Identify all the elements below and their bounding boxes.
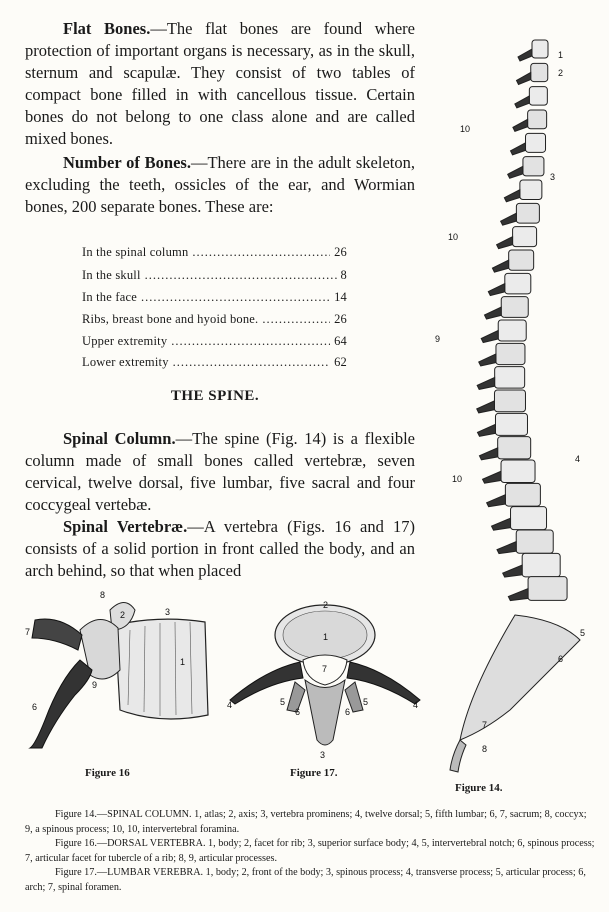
spinous-process [492, 260, 508, 272]
spinous-process [513, 119, 528, 131]
row-value: 26 [334, 312, 347, 326]
vertebra-body [526, 133, 546, 152]
spinous-process [518, 49, 532, 61]
sacrum [460, 615, 580, 740]
figure-14-number: 10 [460, 124, 471, 134]
figure-14-number: 3 [550, 172, 556, 182]
caption-figure-14: Figure 14.—SPINAL COLUMN. 1, atlas; 2, axis; 3, vertebra prominens; 4, twelve dorsal; 5, fifth lumbar; 6, 7, sacrum; 8, coccyx; 9, a spinous process; 10, 10, intervertebral foramina. [25, 809, 587, 835]
spinous-process [511, 143, 526, 155]
figure-14-number: 8 [482, 744, 488, 754]
spinous-process [504, 190, 520, 202]
table-row [82, 268, 347, 283]
spinal-column-text: —The spine (Fig. 14) is a flexible column made of small bones called vertebræ, seven cervical, twelve dorsal, five lumbar, five sacral and four coccygeal vertebæ. [25, 429, 415, 514]
spinous-process [477, 377, 495, 389]
spinal-vertebrae-heading: Spinal Vertebræ. [63, 517, 188, 536]
coccyx [450, 740, 466, 772]
figure-17-number: 5 [280, 697, 286, 707]
figure-16-number: 6 [32, 702, 38, 712]
spinous-process [481, 331, 498, 343]
table-row [82, 355, 347, 370]
flat-bones-heading: Flat Bones. [63, 19, 151, 38]
vertebra-body [498, 320, 526, 341]
spinous-process [484, 307, 501, 319]
figure-14-number: 6 [558, 654, 564, 664]
figure-17-label: Figure 17. [290, 767, 338, 779]
spinous-process [479, 448, 497, 460]
figure-17-number: 4 [227, 700, 233, 710]
vertebra-body [501, 460, 535, 483]
table-row [82, 245, 347, 260]
spinous-process [503, 565, 523, 577]
figure-17-number: 3 [320, 750, 326, 760]
spinous-process [483, 471, 502, 483]
figure-16-number: 1 [180, 657, 186, 667]
figure-14-number: 7 [482, 720, 488, 730]
spinous-process [477, 401, 495, 413]
figure-16-label: Figure 16 [85, 767, 130, 779]
vertebra-body [529, 87, 547, 106]
vertebra-body [522, 553, 560, 577]
spinous-process [488, 284, 505, 296]
figure-16-number: 2 [120, 610, 126, 620]
vertebra-body [528, 577, 567, 601]
figure-17-number: 6 [345, 707, 351, 717]
vertebra-body [495, 413, 527, 435]
figure-14-number: 2 [558, 68, 564, 78]
figure-16-number: 8 [100, 590, 106, 600]
figure-14-number: 5 [580, 628, 586, 638]
spinous-process [492, 518, 511, 530]
figure-16-number: 7 [25, 627, 31, 637]
table-row [82, 312, 347, 327]
number-of-bones-text: —There are in the adult skeleton, excluding the teeth, ossicles of the ear, and Wormian bones, 200 separate bones. These are: [25, 153, 415, 216]
figure-14-number: 9 [435, 334, 441, 344]
spinal-column-heading: Spinal Column. [63, 429, 176, 448]
vertebra-body [513, 227, 537, 247]
vertebra-body [531, 63, 548, 81]
number-of-bones-heading: Number of Bones. [63, 153, 191, 172]
spinous-process [497, 237, 513, 249]
figure-14-label: Figure 14. [455, 782, 503, 794]
figure-16-number: 9 [92, 680, 98, 690]
flat-bones-paragraph [25, 18, 415, 150]
row-label: Lower extremity [82, 355, 169, 369]
row-value: 26 [334, 245, 347, 259]
row-label: Ribs, breast bone and hyoid bone. [82, 312, 259, 326]
spinal-vertebrae-text: —A vertebra (Figs. 16 and 17) consists of a solid portion in front called the body, and an arch behind, so that when placed [25, 517, 415, 580]
vertebra-body [495, 367, 525, 389]
row-label: In the spinal column [82, 245, 189, 259]
figure-14-number: 4 [575, 454, 581, 464]
vertebra-body [516, 530, 553, 553]
spinous-process [508, 589, 528, 601]
number-of-bones-paragraph [25, 152, 415, 218]
row-value: 8 [340, 268, 347, 282]
row-value: 64 [334, 334, 347, 348]
figure-17-number: 2 [323, 600, 329, 610]
row-value: 14 [334, 290, 347, 304]
spinous-process [517, 72, 531, 84]
section-title: THE SPINE. [170, 388, 260, 404]
figure-17-number: 4 [413, 700, 419, 710]
table-row [82, 290, 347, 305]
spinous-process [515, 96, 530, 108]
spinous-process [501, 213, 517, 225]
row-label: In the face [82, 290, 137, 304]
vertebra-body [496, 343, 525, 364]
dorsal-vertebra-illustration [20, 590, 220, 750]
spinous-process [497, 542, 516, 554]
row-value: 62 [334, 355, 347, 369]
vertebra-body [523, 157, 544, 176]
vertebra-body [528, 110, 547, 129]
figure-14-number: 10 [448, 232, 459, 242]
figure-14-number: 10 [452, 474, 463, 484]
spinous-process [487, 495, 506, 507]
vertebra-body [532, 40, 548, 58]
figure-17-number: 1 [323, 632, 329, 642]
figure-14-number: 1 [558, 50, 564, 60]
figure-17-number: 7 [322, 664, 328, 674]
vertebra-body [511, 507, 547, 530]
caption-figure-17: Figure 17.—LUMBAR VEREBRA. 1, body; 2, front of the body; 3, spinous process; 4, transverse process; 5, articular process; 6, arch; 7, spinal foramen. [25, 867, 586, 893]
vertebra-body [520, 180, 542, 200]
vertebra-body [509, 250, 534, 270]
vertebra-body [516, 203, 539, 223]
figure-16-number: 3 [165, 607, 171, 617]
vertebra-body [501, 297, 528, 318]
spinous-process [508, 166, 523, 178]
vertebra-body [494, 390, 525, 412]
figure-captions [25, 808, 595, 895]
vertebra-body [505, 483, 540, 506]
row-label: In the skull [82, 268, 141, 282]
flat-bones-text: —The flat bones are found where protection of important organs is necessary, as in the skull, sternum and scapulæ. They consist of two tables of compact bone filled in with cancellous tissue. Certain bones do not belong to one class alone and are called mixed bones. [25, 19, 415, 148]
figure-17-number: 6 [295, 707, 301, 717]
figure-17-number: 5 [363, 697, 369, 707]
spinal-column-paragraph [25, 428, 415, 516]
spinal-vertebrae-paragraph [25, 516, 415, 582]
spinous-process [477, 424, 495, 436]
spinous-process [479, 354, 496, 366]
lumbar-vertebra-illustration [225, 600, 425, 760]
table-row [82, 334, 347, 349]
row-label: Upper extremity [82, 334, 168, 348]
vertebra-body [505, 273, 531, 294]
caption-figure-16: Figure 16.—DORSAL VERTEBRA. 1, body; 2, facet for rib; 3, superior surface body; 4, 5, intervertebral notch; 6, spinous process; 7, articular facet for tubercle of a rib; 8, 9, articular processes. [25, 838, 595, 864]
spinal-column-illustration [430, 30, 600, 790]
vertebra-body [498, 437, 531, 459]
